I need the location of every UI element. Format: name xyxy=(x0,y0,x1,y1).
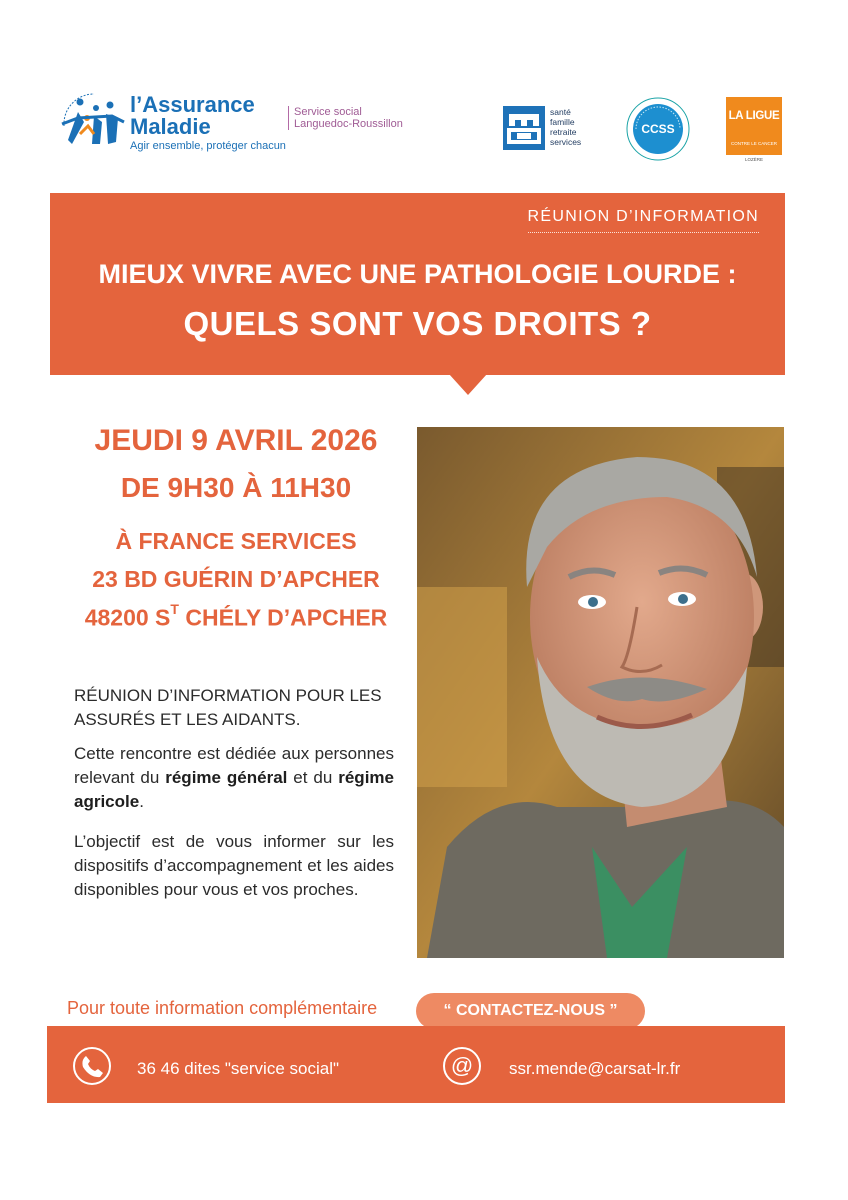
wordmark-line-1: l’Assurance xyxy=(130,92,255,117)
banner-title-line-1: MIEUX VIVRE AVEC UNE PATHOLOGIE LOURDE : xyxy=(98,259,737,289)
event-hours: DE 9H30 À 11H30 xyxy=(120,472,352,503)
service-social-line-2: Languedoc-Roussillon xyxy=(294,118,403,130)
target-paragraph xyxy=(74,742,394,814)
wordmark-line-2: Maladie xyxy=(130,114,211,139)
city-sup: T xyxy=(170,601,179,617)
ligue-title: LA LIGUE xyxy=(728,110,780,122)
contact-us-badge: “ CONTACTEZ-NOUS ” xyxy=(416,993,645,1029)
msa-word: services xyxy=(550,137,582,147)
contact-band xyxy=(47,1026,785,1103)
regime-general: régime général xyxy=(165,768,288,787)
city-suffix: CHÉLY D’APCHER xyxy=(178,604,388,631)
event-street: 23 BD GUÉRIN D’APCHER xyxy=(92,566,380,592)
banner-kicker: RÉUNION D’INFORMATION xyxy=(528,208,759,233)
msa-word: famille xyxy=(550,117,575,127)
ccss-label: CCSS xyxy=(641,122,675,136)
event-city xyxy=(56,601,416,632)
ligue-contre-le-cancer-logo xyxy=(726,97,782,162)
service-social-label xyxy=(288,106,403,130)
at-icon: @ xyxy=(443,1047,481,1085)
contact-email: ssr.mende@carsat-lr.fr xyxy=(509,1059,681,1078)
msa-emblem-icon xyxy=(503,106,545,150)
banner-notch xyxy=(449,374,487,395)
assurance-maladie-logo xyxy=(58,88,290,158)
family-emblem-icon xyxy=(58,88,128,154)
more-info-label: Pour toute information complémentaire xyxy=(67,998,378,1018)
phone-icon xyxy=(73,1047,111,1085)
phone-number: 36 46 dites "service social" xyxy=(137,1059,339,1078)
msa-logo xyxy=(503,106,597,152)
city-prefix: 48200 S xyxy=(84,604,171,631)
assurance-maladie-tagline: Agir ensemble, protéger chacun xyxy=(130,140,286,152)
service-social-line-1: Service social xyxy=(294,106,362,118)
objective-paragraph: L’objectif est de vous informer sur les dispositifs d’accompagnement et les aides disponibles pour vous et vos proches. xyxy=(74,832,394,899)
msa-word: santé xyxy=(550,107,571,117)
ligue-region: LOZÈRE xyxy=(744,157,763,162)
event-place: À FRANCE SERVICES xyxy=(115,528,357,554)
regime-agricole: régime agricole xyxy=(74,768,394,811)
ccss-logo xyxy=(626,97,690,161)
assurance-maladie-wordmark xyxy=(130,94,255,138)
msa-word: retraite xyxy=(550,127,577,137)
p1-text: et du xyxy=(287,768,339,787)
audience-lead: RÉUNION D’INFORMATION POUR LES ASSURÉS ET LES AIDANTS. xyxy=(74,686,382,729)
p1-text: . xyxy=(139,792,144,811)
banner-title-line-2: QUELS SONT VOS DROITS ? xyxy=(183,305,652,342)
portrait-photo xyxy=(417,427,784,958)
ligue-subtitle: CONTRE LE CANCER xyxy=(730,141,777,146)
title-banner xyxy=(50,193,785,375)
p1-text: Cette rencontre est dédiée aux personnes relevant du xyxy=(74,744,394,787)
event-date: JEUDI 9 AVRIL 2026 xyxy=(94,424,378,457)
msa-words xyxy=(550,107,581,147)
